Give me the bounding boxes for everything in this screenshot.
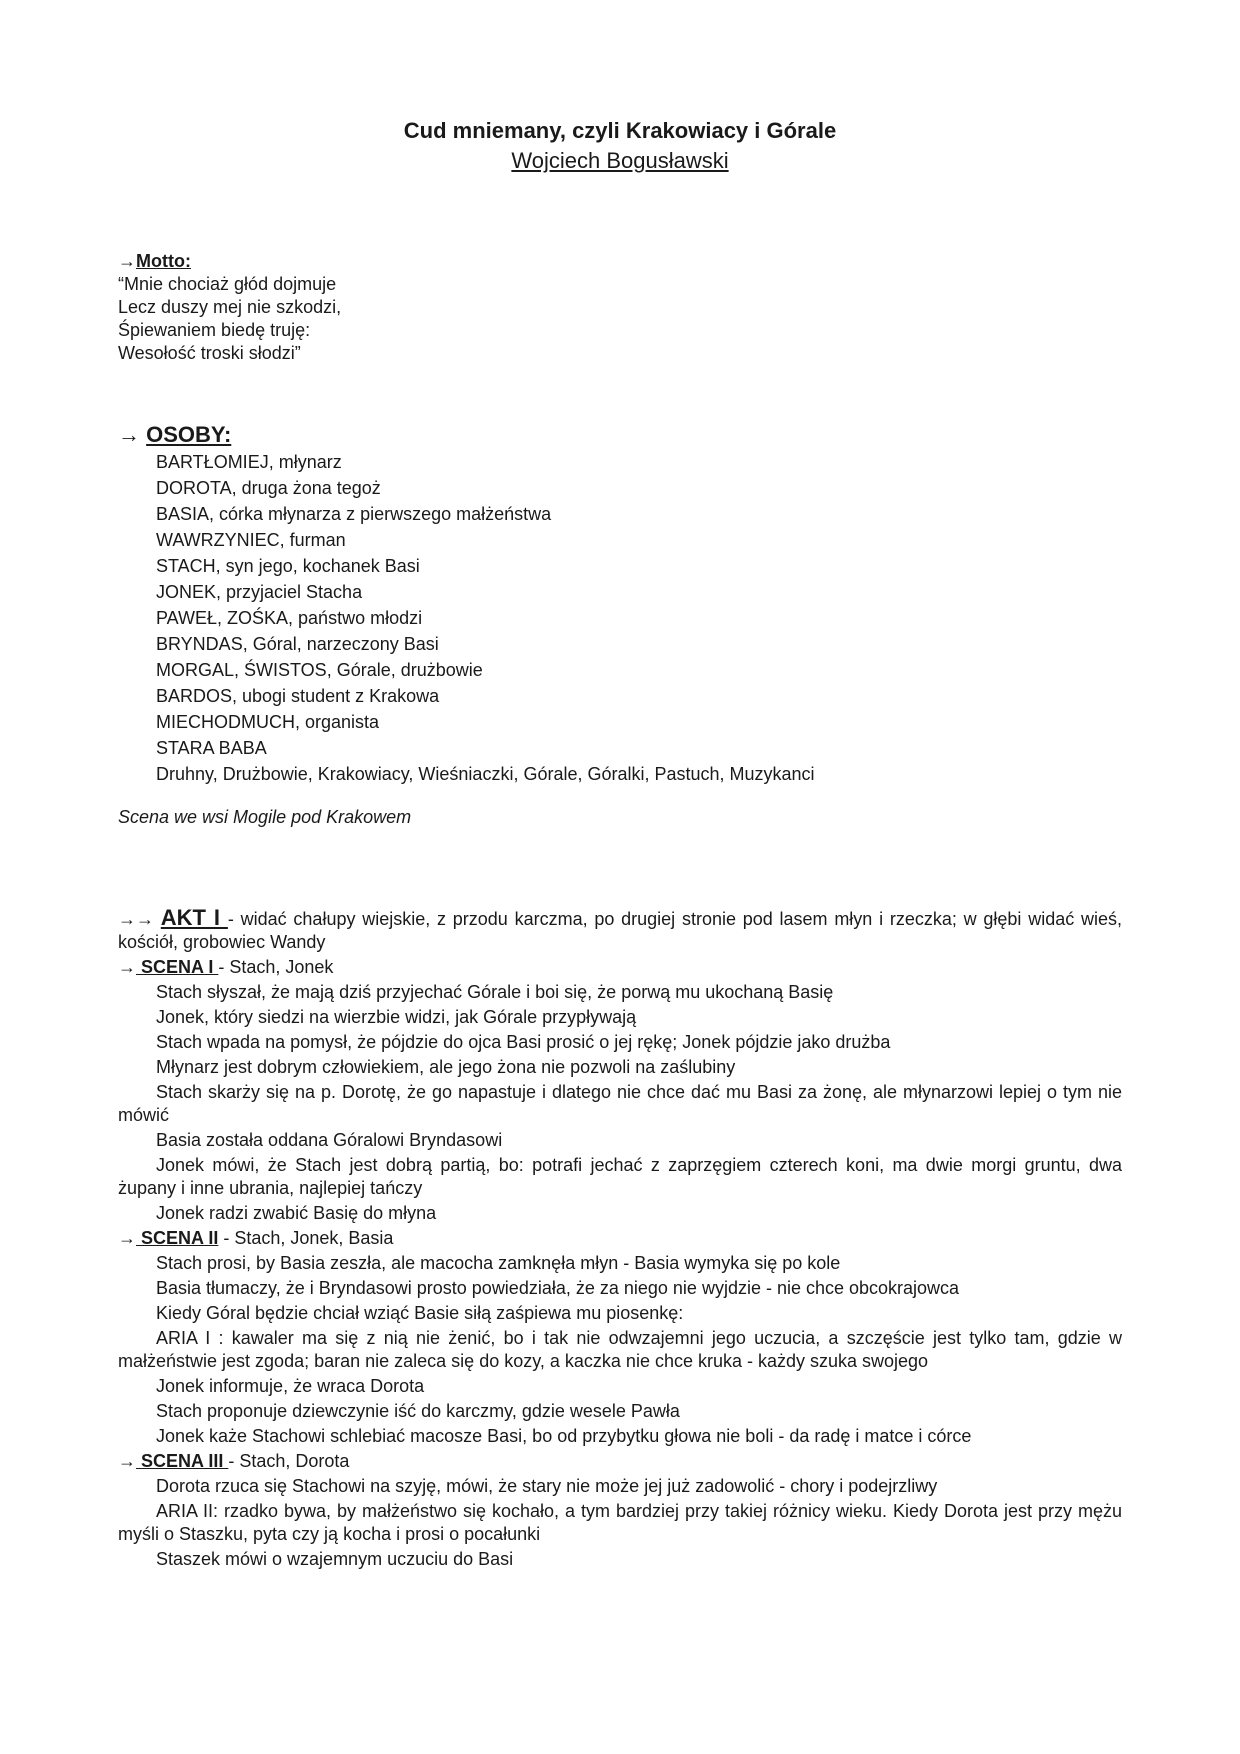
scene-persons: - Stach, Dorota (228, 1451, 350, 1471)
scene-label: SCENA II (136, 1228, 219, 1248)
scene-paragraph: Kiedy Góral będzie chciał wziąć Basie siłą zaśpiewa mu piosenkę: (156, 1303, 684, 1323)
scene-paragraph: Stach proponuje dziewczynie iść do karczmy, gdzie wesele Pawła (156, 1401, 680, 1421)
scene-heading (118, 956, 1122, 979)
motto-heading (118, 250, 1122, 273)
motto-line: Śpiewaniem biedę truję: (118, 320, 311, 340)
motto-section (118, 250, 1122, 365)
scene-heading (118, 1450, 1122, 1473)
character-item: DOROTA, druga żona tegoż (156, 478, 381, 498)
motto-line: “Mnie chociaż głód dojmuje (118, 274, 337, 294)
scene-paragraph: Jonek informuje, że wraca Dorota (156, 1376, 425, 1396)
scene-persons: - Stach, Jonek, Basia (218, 1228, 394, 1248)
scene-paragraph: Jonek mówi, że Stach jest dobrą partią, bo: potrafi jechać z zaprzęgiem czterech koni, ma dwie morgi gruntu, dwa żupany i inne ubrania, najlepiej tańczy (118, 1155, 1122, 1198)
scene-paragraph: Stach prosi, by Basia zeszła, ale macocha zamknęła młyn - Basia wymyka się po kole (156, 1253, 841, 1273)
document-title: Cud mniemany, czyli Krakowiacy i Górale (403, 118, 837, 143)
characters-label: OSOBY: (146, 422, 232, 447)
motto-label: Motto: (136, 251, 191, 271)
character-item: MORGAL, ŚWISTOS, Górale, drużbowie (156, 660, 483, 680)
scene-paragraph: Jonek radzi zwabić Basię do młyna (156, 1203, 437, 1223)
characters-list (156, 449, 1122, 787)
scene-heading (118, 1227, 1122, 1250)
scene-paragraph: Jonek, który siedzi na wierzbie widzi, jak Górale przypływają (156, 1007, 637, 1027)
character-item: Druhny, Drużbowie, Krakowiacy, Wieśniaczki, Górale, Góralki, Pastuch, Muzykanci (156, 764, 815, 784)
scene-label: SCENA I (136, 957, 219, 977)
character-item: MIECHODMUCH, organista (156, 712, 380, 732)
characters-heading (118, 422, 1122, 448)
character-item: PAWEŁ, ZOŚKA, państwo młodzi (156, 608, 423, 628)
character-item: STARA BABA (156, 738, 267, 758)
scene-paragraph: Stach słyszał, że mają dziś przyjechać Górale i boi się, że porwą mu ukochaną Basię (156, 982, 834, 1002)
arrow-icon: → (118, 1228, 136, 1248)
character-item: BASIA, córka młynarza z pierwszego małżeństwa (156, 504, 552, 524)
motto-line: Lecz duszy mej nie szkodzi, (118, 297, 342, 317)
scene-paragraph: Basia tłumaczy, że i Bryndasowi prosto powiedziała, że za niego nie wyjdzie - nie chce obcokrajowca (156, 1278, 960, 1298)
scene-paragraph: Młynarz jest dobrym człowiekiem, ale jego żona nie pozwoli na zaślubiny (156, 1057, 736, 1077)
scene-label: SCENA III (136, 1451, 229, 1471)
scene-paragraph: Stach skarży się na p. Dorotę, że go napastuje i dlatego nie chce dać mu Basi za żonę, ale młynarzowi lepiej o tym nie mówić (118, 1082, 1122, 1125)
character-item: JONEK, przyjaciel Stacha (156, 582, 363, 602)
scene-setting: Scena we wsi Mogile pod Krakowem (118, 807, 412, 827)
scene-paragraph: Basia została oddana Góralowi Bryndasowi (156, 1130, 503, 1150)
scene-paragraph: Dorota rzuca się Stachowi na szyję, mówi, że stary nie może jej już zadowolić - chory i podejrzliwy (156, 1476, 938, 1496)
document-author: Wojciech Bogusławski (511, 148, 729, 173)
characters-section (118, 422, 1122, 787)
arrow-icon: → (118, 957, 136, 977)
scene-paragraph: Stach wpada na pomysł, że pójdzie do ojca Basi prosić o jej rękę; Jonek pójdzie jako drużba (156, 1032, 891, 1052)
act-heading (118, 906, 1122, 954)
act-description: - widać chałupy wiejskie, z przodu karczma, po drugiej stronie pod lasem młyn i rzeczka; w głębi widać wieś, kościół, grobowiec Wandy (118, 909, 1122, 952)
double-arrow-icon: →→ (118, 909, 154, 929)
character-item: BRYNDAS, Góral, narzeczony Basi (156, 634, 439, 654)
arrow-icon: → (118, 1451, 136, 1471)
character-item: BARDOS, ubogi student z Krakowa (156, 686, 440, 706)
motto-line: Wesołość troski słodzi” (118, 343, 301, 363)
character-item: BARTŁOMIEJ, młynarz (156, 452, 342, 472)
arrow-icon: → (118, 422, 140, 447)
act-title: AKT I (160, 905, 228, 930)
character-item: WAWRZYNIEC, furman (156, 530, 346, 550)
act-section (118, 906, 1122, 1571)
scene-paragraph: Staszek mówi o wzajemnym uczuciu do Basi (156, 1549, 514, 1569)
scene-paragraph: Jonek każe Stachowi schlebiać macosze Basi, bo od przybytku głowa nie boli - da radę i matce i córce (156, 1426, 972, 1446)
scene-paragraph: ARIA II: rzadko bywa, by małżeństwo się kochało, a tym bardziej przy takiej różnicy wieku. Kiedy Dorota jest przy mężu myśli o Staszku, pyta czy ją kocha i prosi o pocałunki (118, 1501, 1122, 1544)
character-item: STACH, syn jego, kochanek Basi (156, 556, 420, 576)
arrow-icon: → (118, 251, 136, 271)
scene-persons: - Stach, Jonek (218, 957, 334, 977)
scene-paragraph: ARIA I : kawaler ma się z nią nie żenić, bo i tak nie odwzajemni jego uczucia, a szczęście jest tylko tam, gdzie w małżeństwie jest zgoda; baran nie zaleca się do kozy, a kaczka nie chce kruka - każdy szuka swojego (118, 1328, 1122, 1371)
